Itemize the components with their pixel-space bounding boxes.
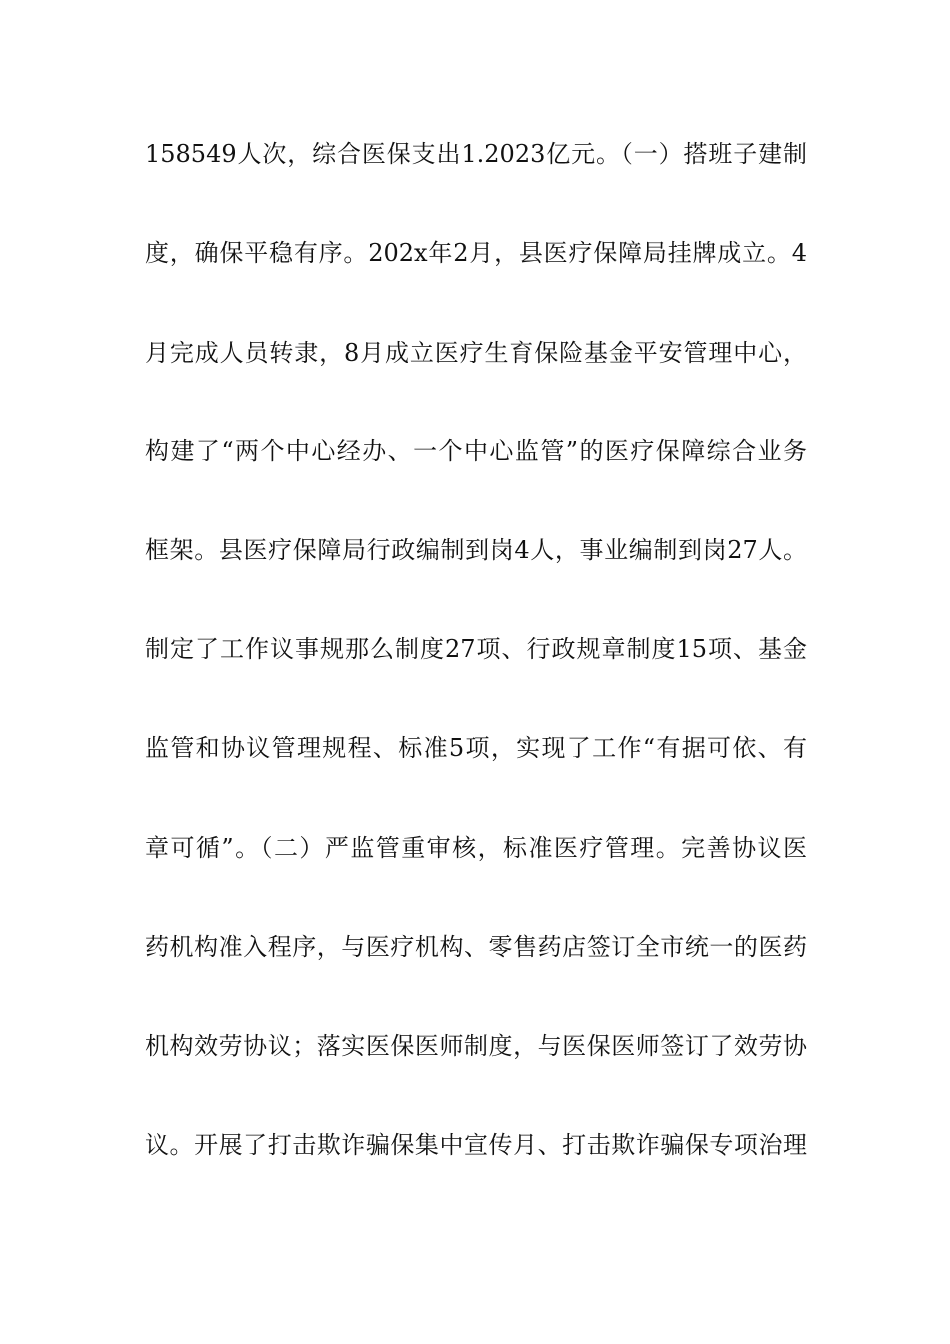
body-text-line: 章可循”。（二）严监管重审核，标准医疗管理。完善协议医 [145, 834, 807, 862]
body-text-line: 构建了“两个中心经办、一个中心监管”的医疗保障综合业务 [145, 437, 807, 465]
body-text-line: 制定了工作议事规那么制度27项、行政规章制度15项、基金 [145, 635, 807, 663]
body-text-line: 框架。县医疗保障局行政编制到岗4人，事业编制到岗27人。 [145, 536, 807, 564]
body-text-line: 158549人次，综合医保支出1.2023亿元。（一）搭班子建制 [145, 140, 807, 168]
body-text-line: 药机构准入程序，与医疗机构、零售药店签订全市统一的医药 [145, 933, 807, 961]
body-text-line: 月完成人员转隶，8月成立医疗生育保险基金平安管理中心， [145, 339, 807, 367]
body-text-line: 议。开展了打击欺诈骗保集中宣传月、打击欺诈骗保专项治理 [145, 1131, 807, 1159]
body-text-line: 度，确保平稳有序。202x年2月，县医疗保障局挂牌成立。4 [145, 239, 807, 267]
body-text-line: 机构效劳协议；落实医保医师制度，与医保医师签订了效劳协 [145, 1032, 807, 1060]
body-text-line: 监管和协议管理规程、标准5项，实现了工作“有据可依、有 [145, 734, 807, 762]
